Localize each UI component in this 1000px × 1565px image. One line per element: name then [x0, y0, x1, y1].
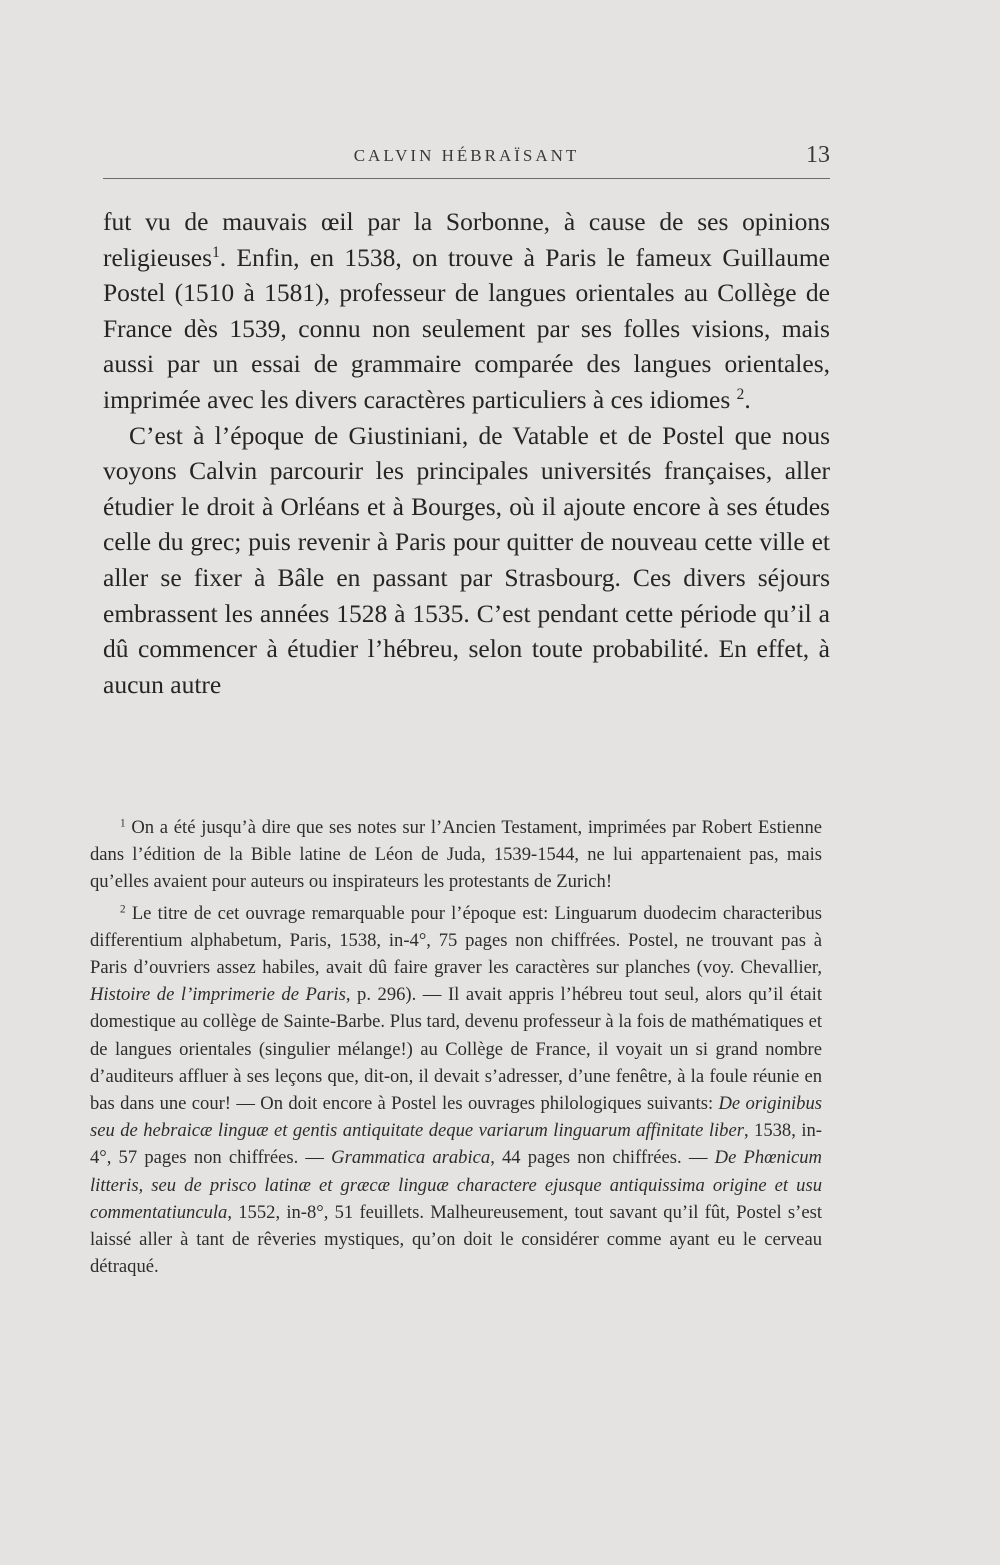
footnote-ref-2: 2 [736, 385, 745, 403]
footnote-2-title-histoire: Histoire de l’imprimerie de Paris [90, 984, 346, 1006]
footnote-1-marker: 1 [120, 817, 126, 830]
running-head [103, 140, 830, 174]
footnote-1-text: On a été jusqu’à dire que ses notes sur l’Ancien Testament, imprimées par Robert Estienne dans l’édition de la Bible latine de Léon de Juda, 1539-1544, ne lui appartenaient pas, mais qu’elles avaient pour auteurs ou inspirateurs les protestants de Zurich! [90, 817, 822, 893]
footnote-2 [90, 900, 822, 1281]
main-text [103, 204, 830, 702]
footnote-1 [90, 814, 822, 896]
paragraph-1-text-a: fut vu de mauvais œil par la Sorbonne, à cause de ses opinions religieuses [103, 207, 830, 272]
paragraph-1 [103, 204, 830, 418]
footnote-2-title-grammatica: Grammatica arabica [331, 1147, 491, 1169]
footnote-2-text-5: , 1552, in-8°, 51 feuillets. Malheureusement, tout savant qu’il fût, Postel s’est laissé aller à tant de rêveries mystiques, qu’on doit le considérer comme ayant eu le cerveau détraqué. [90, 1201, 822, 1278]
paragraph-2: C’est à l’époque de Giustiniani, de Vatable et de Postel que nous voyons Calvin parcourir les principales universités françaises, aller étudier le droit à Orléans et à Bourges, où il ajoute encore à ses études celle du grec; puis revenir à Paris pour quitter de nouveau cette ville et aller se fixer à Bâle en passant par Strasbourg. Ces divers séjours embrassent les années 1528 à 1535. C’est pendant cette période qu’il a dû commencer à étudier l’hébreu, selon toute probabilité. En effet, à aucun autre [103, 420, 830, 699]
paragraph-1-text-c: . [744, 384, 751, 414]
footnote-2-title-de-originibus: De originibus seu de hebraicæ linguæ et gentis antiquitate deque variarum linguarum affinitate liber [90, 1093, 822, 1142]
footnote-2-marker: 2 [120, 902, 126, 915]
footnote-2-text-3: , 1538, in-4°, 57 pages non chiffrées. — [90, 1120, 822, 1169]
running-title: CALVIN HÉBRAÏSANT [353, 146, 580, 165]
header-rule [103, 178, 830, 179]
footnote-2-title-phoenicum: De Phœnicum litteris, seu de prisco latinæ et græcæ linguæ charactere ejusque antiquissima origine et usu commentatiuncula [90, 1147, 822, 1223]
footnote-2-text-4: , 44 pages non chiffrées. — [490, 1147, 715, 1169]
page-number: 13 [806, 142, 830, 168]
paragraph-1-text-b: . Enfin, en 1538, on trouve à Paris le fameux Guillaume Postel (1510 à 1581), professeur de langues orientales au Collège de France dès 1539, connu non seulement par ses folles visions, mais aussi par un essai de grammaire comparée des langues orientales, imprimée avec les divers caractères particuliers à ces idiomes [103, 242, 830, 414]
footnotes [90, 814, 822, 1284]
footnote-2-text-1: Le titre de cet ouvrage remarquable pour l’époque est: Linguarum duodecim characteribus differentium alphabetum, Paris, 1538, in-4°, 75 pages non chiffrées. Postel, ne trouvant pas à Paris d’ouvriers assez habiles, avait dû faire graver les caractères sur planches (voy. Chevallier, [90, 902, 822, 979]
footnote-ref-1: 1 [212, 243, 220, 261]
footnote-2-text-2: , p. 296). — Il avait appris l’hébreu tout seul, alors qu’il était domestique au collège de Sainte-Barbe. Plus tard, devenu professeur à la fois de mathématiques et de langues orientales (singulier mélange!) au Collège de France, il voyait un si grand nombre d’auditeurs affluer à ses leçons que, dit-on, il devait s’adresser, d’une fenêtre, à la foule réunie en bas dans une cour! — On doit encore à Postel les ouvrages philologiques suivants: [90, 984, 822, 1115]
